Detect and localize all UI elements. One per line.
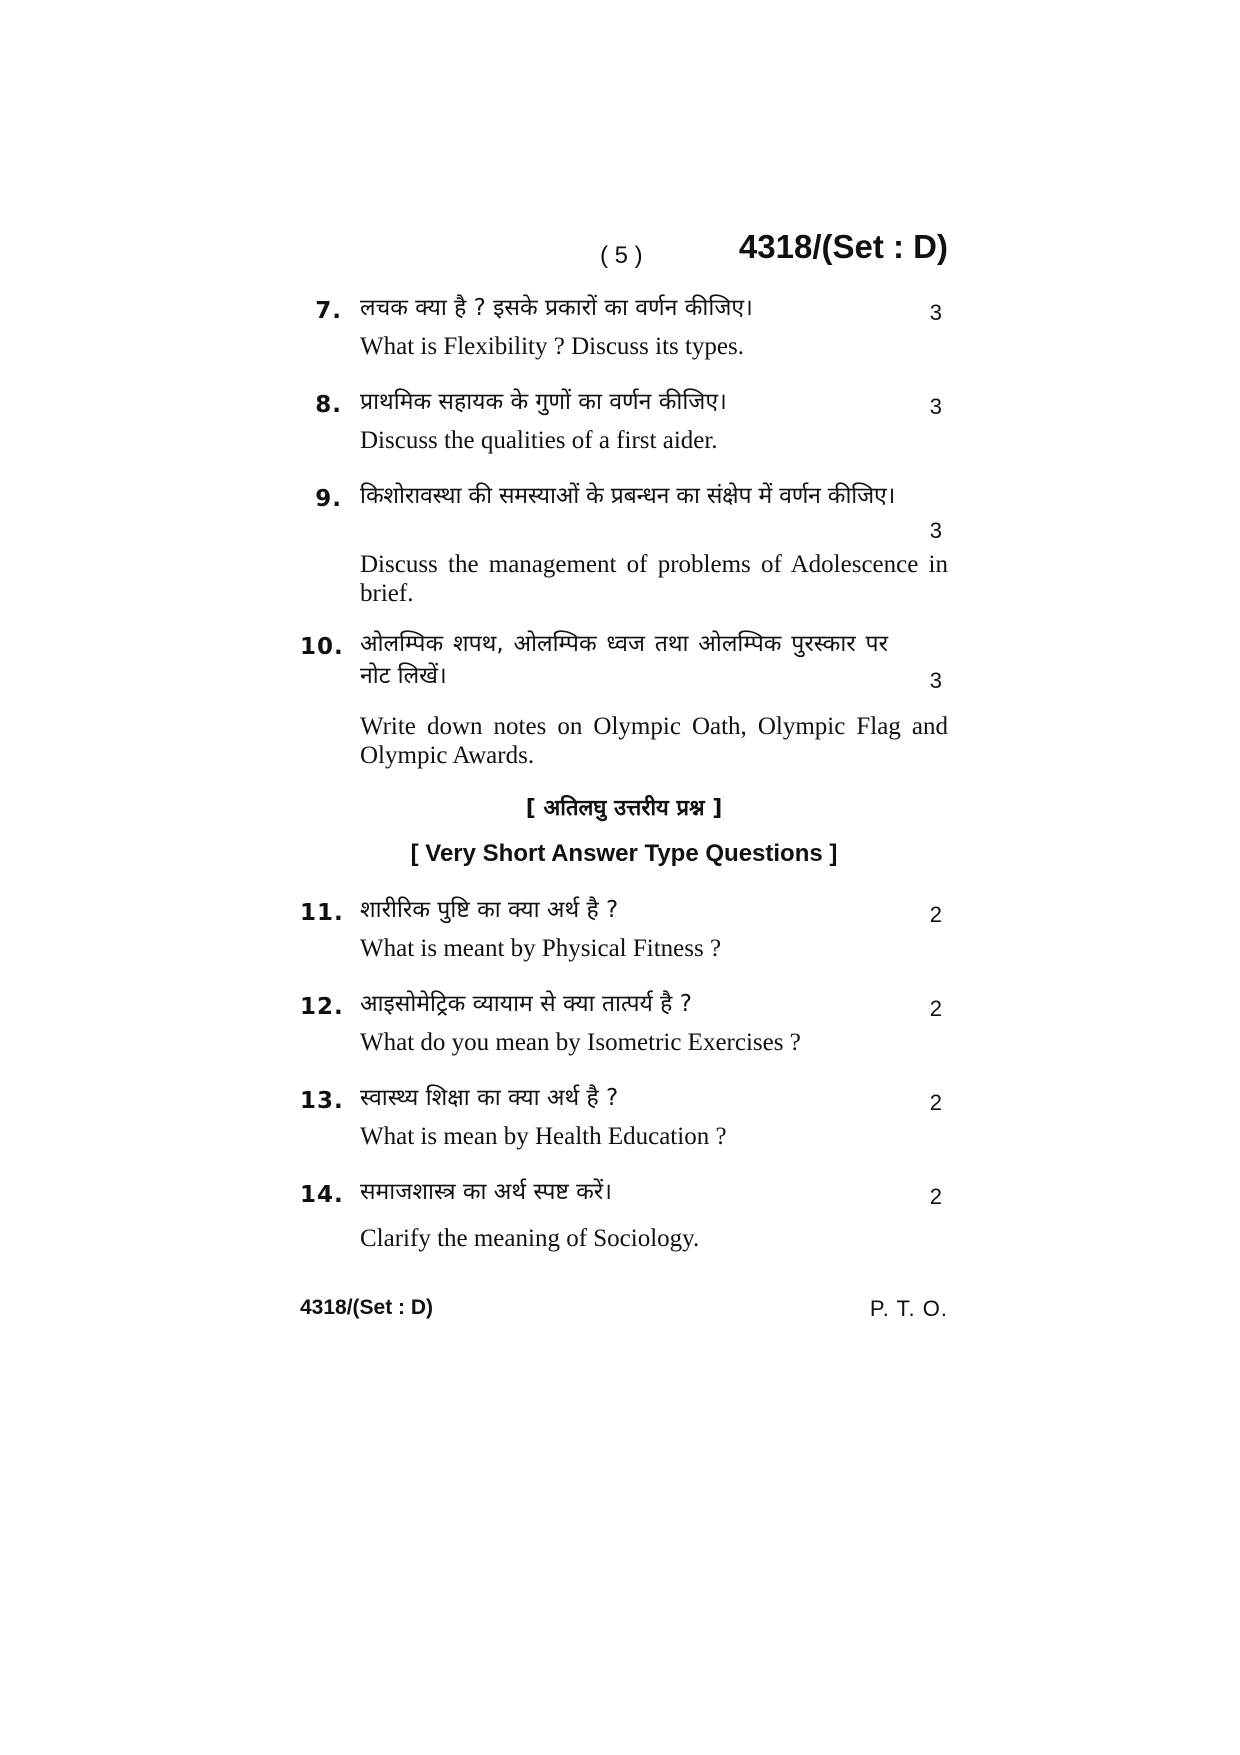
section-heading-hindi: [ अतिलघु उत्तरीय प्रश्न ] [525,796,723,821]
question-hindi: आइसोमेट्रिक व्यायाम से क्या तात्पर्य है ? [360,991,692,1017]
question-number: 13. [300,1088,344,1114]
question-marks: 2 [929,902,942,927]
question-number: 10. [300,634,344,660]
page-number: ( 5 ) [600,242,643,269]
question-number: 14. [300,1182,344,1208]
question-hindi: स्वास्थ्य शिक्षा का क्या अर्थ है ? [360,1085,619,1111]
question-hindi: समाजशास्त्र का अर्थ स्पष्ट करें। [360,1179,612,1205]
question-marks: 2 [929,1184,942,1209]
question-english: Write down notes on Olympic Oath, Olympic Flag and Olympic Awards. [360,713,948,769]
question-number: 8. [315,392,342,418]
question-number: 9. [315,486,342,512]
section-heading-english: [ Very Short Answer Type Questions ] [410,840,838,867]
question-hindi: ओलम्पिक शपथ, ओलम्पिक ध्वज तथा ओलम्पिक पुरस्कार पर नोट लिखें। [360,631,888,689]
question-english: Discuss the management of problems of Adolescence in brief. [360,551,948,607]
question-english: Clarify the meaning of Sociology. [360,1225,700,1252]
question-hindi: किशोरावस्था की समस्याओं के प्रबन्धन का संक्षेप में वर्णन कीजिए। [360,483,896,509]
question-number: 11. [300,900,344,926]
question-hindi: प्राथमिक सहायक के गुणों का वर्णन कीजिए। [360,389,727,415]
question-marks: 3 [929,668,942,693]
footer-pto: P. T. O. [869,1296,948,1321]
question-number: 12. [300,994,344,1020]
question-marks: 2 [929,996,942,1021]
question-marks: 3 [929,394,942,419]
question-english: What do you mean by Isometric Exercises ? [360,1029,801,1056]
question-english: Discuss the qualities of a first aider. [360,427,718,454]
question-hindi: शारीरिक पुष्टि का क्या अर्थ है ? [360,897,619,923]
question-hindi: लचक क्या है ? इसके प्रकारों का वर्णन कीजिए। [360,295,753,321]
question-marks: 3 [929,518,942,543]
page-header [300,228,948,278]
question-english: What is mean by Health Education ? [360,1123,727,1150]
paper-code: 4318/(Set : D) [738,228,948,265]
question-marks: 3 [929,300,942,325]
footer-paper-code: 4318/(Set : D) [300,1296,434,1319]
question-number: 7. [315,298,342,324]
question-english: What is Flexibility ? Discuss its types. [360,333,745,360]
question-english: What is meant by Physical Fitness ? [360,935,722,962]
question-marks: 2 [929,1090,942,1115]
